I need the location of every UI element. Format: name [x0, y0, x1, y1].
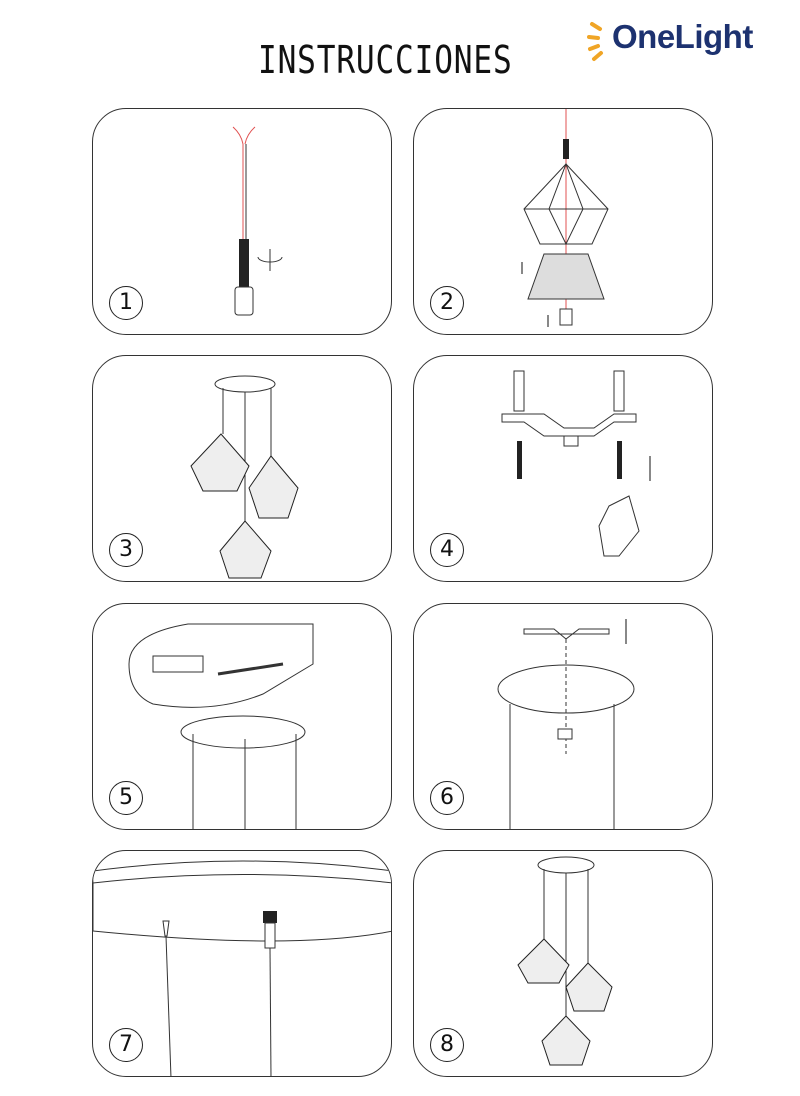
step-number: 2 [430, 286, 464, 320]
step-6-panel [413, 603, 713, 830]
step-3-panel [92, 355, 392, 582]
step-5-panel [92, 603, 392, 830]
brand-logo [586, 18, 776, 62]
step-number: 8 [430, 1028, 464, 1062]
step-number: 1 [109, 286, 143, 320]
step-2-panel [413, 108, 713, 335]
page-title: INSTRUCCIONES [258, 38, 513, 82]
step-number: 7 [109, 1028, 143, 1062]
step-number: 3 [109, 533, 143, 567]
step-number: 5 [109, 781, 143, 815]
step-7-panel [92, 850, 392, 1077]
step-number: 4 [430, 533, 464, 567]
step-4-panel [413, 355, 713, 582]
logo-text: OneLight [612, 18, 753, 55]
step-8-panel [413, 850, 713, 1077]
light-rays-icon [586, 18, 612, 62]
step-1-panel [92, 108, 392, 335]
step-number: 6 [430, 781, 464, 815]
